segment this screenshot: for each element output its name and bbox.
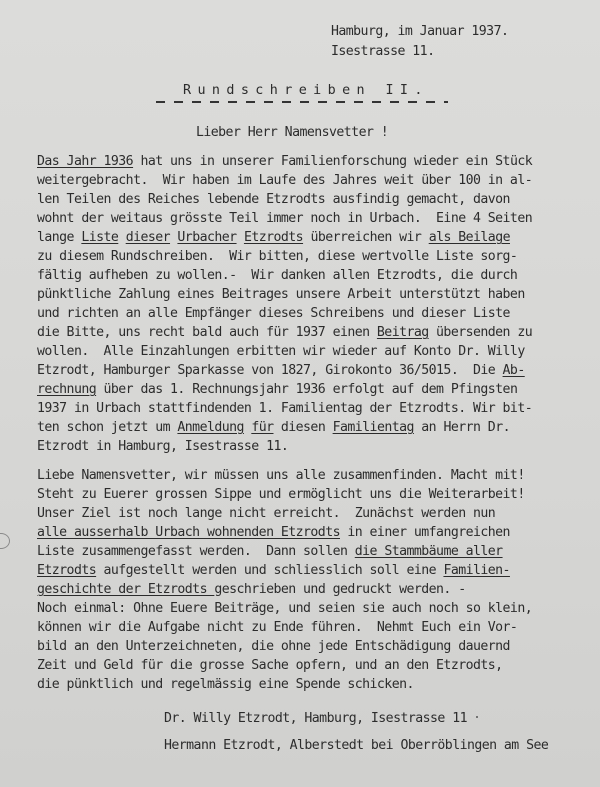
underlined-phrase: rechnung (37, 382, 97, 397)
underlined-phrase: als Beilage (428, 230, 510, 245)
body-line (37, 420, 510, 435)
text: über das 1. Rechnungsjahr 1936 erfolgt auf dem Pfingsten (96, 382, 518, 397)
body-line (37, 154, 532, 169)
body-line: wollen. Alle Einzahlungen erbitten wir wieder auf Konto Dr. Willy (37, 344, 525, 359)
text: Liste zusammengefasst werden. Dann sollen (37, 544, 355, 559)
header-address: Isestrasse 11. (331, 44, 435, 59)
text: in einer umfangreichen (339, 525, 510, 540)
body-line: Zeit und Geld für die grosse Sache opfern, und an den Etzrodts, (37, 658, 503, 673)
signature-line: Dr. Willy Etzrodt, Hamburg, Isestrasse 11 (164, 711, 467, 726)
underlined-phrase: Das Jahr 1936 (37, 154, 134, 169)
body-line (37, 544, 503, 559)
header-place-date: Hamburg, im Januar 1937. (331, 24, 509, 39)
body-line: weitergebracht. Wir haben im Laufe des Jahres weit über 100 in al- (37, 173, 533, 188)
body-line: können wir die Aufgabe nicht zu Ende führen. Nehmt Euch ein Vor- (37, 620, 518, 635)
body-line (37, 325, 532, 340)
body-line (37, 363, 525, 378)
text: überreichen wir (303, 230, 429, 245)
document-title: Rundschreiben II. (183, 83, 429, 98)
text: diesen (273, 420, 333, 435)
underlined-phrase: Ab- (502, 363, 525, 378)
text: übersenden zu (428, 325, 533, 340)
underlined-phrase: die Stammbäume aller (354, 544, 503, 559)
body-line: Liebe Namensvetter, wir müssen uns alle zusammenfinden. Macht mit! (37, 468, 525, 483)
paper-speck (476, 716, 478, 718)
body-line (37, 382, 517, 397)
underlined-phrase: Beitrag (376, 325, 429, 340)
body-line: Steht zu Euerer grossen Sippe und ermöglicht uns die Weiterarbeit! (37, 487, 525, 502)
body-line: zu diesem Rundschreiben. Wir bitten, diese wertvolle Liste sorg- (37, 249, 518, 264)
salutation: Lieber Herr Namensvetter ! (196, 125, 389, 140)
body-line: Etzrodt in Hamburg, Isestrasse 11. (37, 439, 289, 454)
body-line: und richten an alle Empfänger dieses Schreibens und dieser Liste (37, 306, 510, 321)
text: hat uns in unserer Familienforschung wieder ein Stück (133, 154, 533, 169)
body-line (37, 230, 510, 245)
text: Etzrodt, Hamburger Sparkasse von 1827, Girokonto 36/5015. Die (37, 363, 503, 378)
text (118, 230, 125, 245)
body-line: wohnt der weitaus grösste Teil immer noch in Urbach. Eine 4 Seiten (37, 211, 533, 226)
body-line: 1937 in Urbach stattfindenden 1. Familientag der Etzrodts. Wir bit- (37, 401, 533, 416)
underlined-phrase: Etzrodts (243, 230, 304, 245)
underlined-phrase: Liste (81, 230, 119, 245)
body-line (37, 525, 510, 540)
body-line (37, 563, 510, 578)
underlined-phrase: alle ausserhalb Urbach wohnenden Etzrodts (37, 525, 340, 540)
body-line: Noch einmal: Ohne Euere Beiträge, und seien sie auch noch so klein, (37, 601, 533, 616)
underlined-phrase: Anmeldung (177, 420, 244, 435)
underlined-phrase: dieser (125, 230, 171, 245)
text: lange (37, 230, 82, 245)
body-line: bild an den Unterzeichneten, die ohne jede Entschädigung dauernd (37, 639, 510, 654)
body-line: len Teilen des Reiches lebende Etzrodts ausfindig gemacht, davon (37, 192, 510, 207)
text: an Herrn Dr. (413, 420, 510, 435)
underlined-phrase: geschichte der Etzrodts (37, 582, 215, 597)
body-line: pünktliche Zahlung eines Beitrages unsere Arbeit unterstützt haben (37, 287, 525, 302)
text: aufgestellt werden und schliesslich soll eine (96, 563, 444, 578)
body-line: die pünktlich und regelmässig eine Spende schicken. (37, 677, 414, 692)
title-dashed-underline (156, 101, 448, 103)
text (237, 230, 244, 245)
text: die Bitte, uns recht bald auch für 1937 einen (37, 325, 377, 340)
text: geschrieben und gedruckt werden. - (214, 582, 466, 597)
underlined-phrase: Urbacher (177, 230, 237, 245)
underlined-phrase: für (251, 420, 274, 435)
underlined-phrase: Etzrodts (37, 563, 97, 578)
text: ten schon jetzt um (37, 420, 178, 435)
underlined-phrase: Familien- (443, 563, 510, 578)
signature-line: Hermann Etzrodt, Alberstedt bei Oberröblingen am See (164, 738, 549, 753)
underlined-phrase: Familientag (332, 420, 414, 435)
punch-hole-mark (0, 533, 10, 549)
body-line (37, 582, 466, 597)
body-line: fältig aufheben zu wollen.- Wir danken allen Etzrodts, die durch (37, 268, 518, 283)
body-line: Unser Ziel ist noch lange nicht erreicht. Zunächst werden nun (37, 506, 496, 521)
